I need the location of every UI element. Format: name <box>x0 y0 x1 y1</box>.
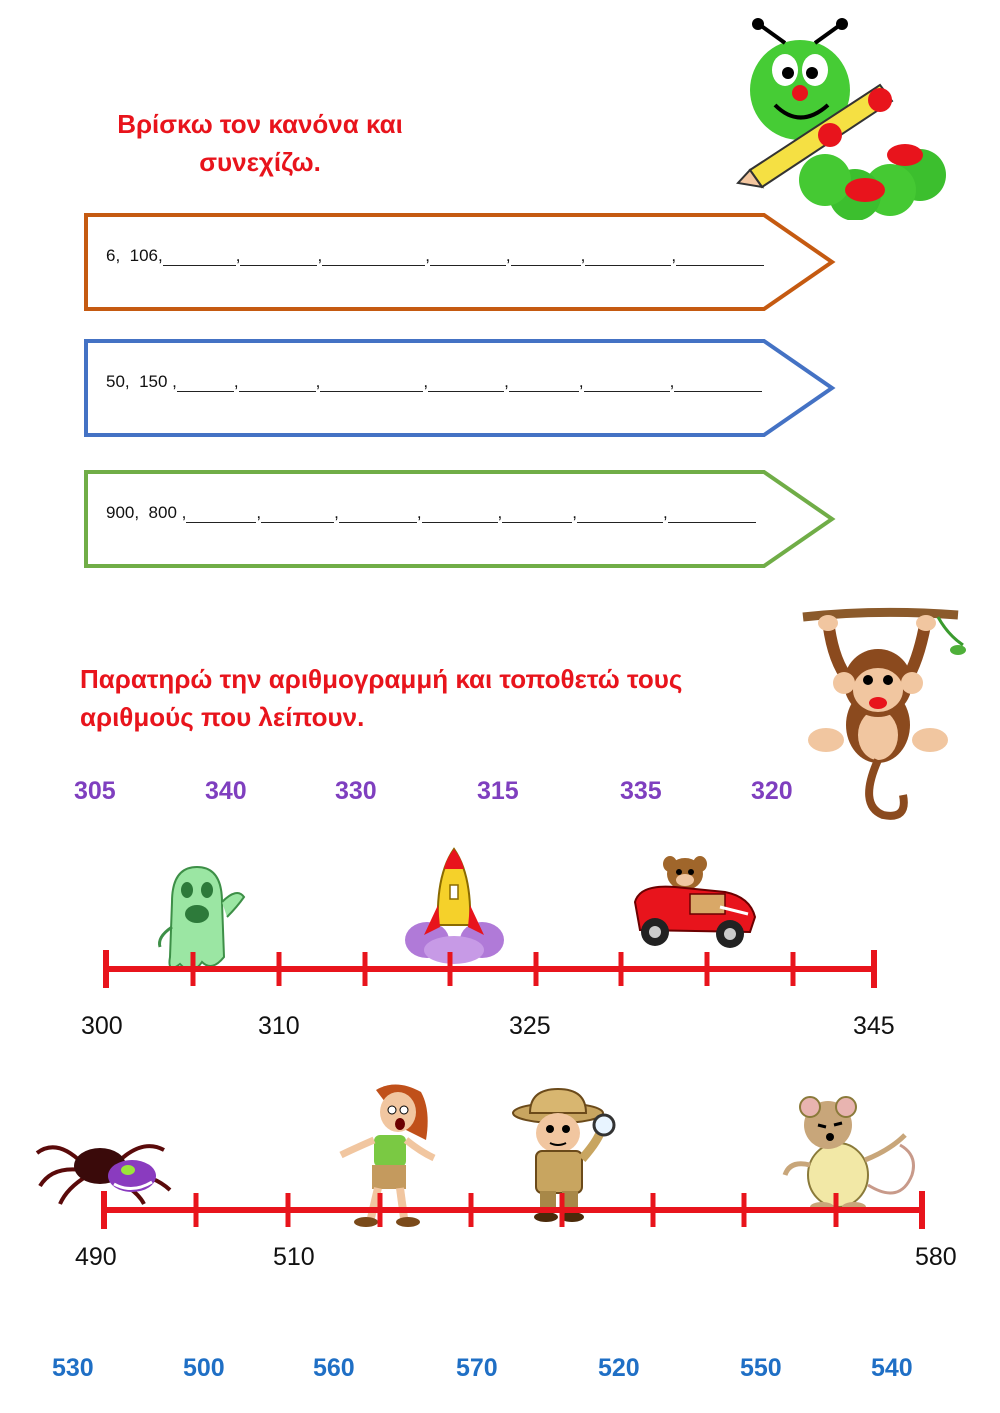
answer-blank[interactable] <box>676 247 764 266</box>
option-number[interactable]: 520 <box>598 1354 640 1382</box>
section1-heading <box>60 105 460 181</box>
answer-blank[interactable] <box>261 504 334 523</box>
answer-blank[interactable] <box>240 247 317 266</box>
option-number[interactable]: 560 <box>313 1354 355 1382</box>
sequence-start: 900, 800 , <box>106 503 187 522</box>
answer-blank[interactable] <box>509 373 579 392</box>
sequence-row: 6, 106, , , , , , , <box>106 242 771 266</box>
section1-heading-line2: συνεχίζω. <box>199 147 321 177</box>
sequence-row: 900, 800 , , , , , , , <box>106 499 771 523</box>
answer-blank[interactable] <box>339 504 417 523</box>
number-line-label: 490 <box>75 1243 117 1271</box>
sequence-arrow-3 <box>84 469 840 569</box>
answer-blank[interactable] <box>668 504 756 523</box>
number-line-label: 300 <box>81 1012 123 1040</box>
answer-blank[interactable] <box>322 247 425 266</box>
section2-heading-line1: Παρατηρώ την αριθμογραμμή και τοποθετώ τους <box>80 664 683 694</box>
option-number[interactable]: 340 <box>205 777 247 805</box>
option-number[interactable]: 330 <box>335 777 377 805</box>
sequence-start: 50, 150 , <box>106 372 177 391</box>
sequence-row: 50, 150 , , , , , , , <box>106 368 771 392</box>
answer-blank[interactable] <box>577 504 663 523</box>
section2-heading <box>80 660 780 736</box>
section1-heading-line1: Βρίσκω τον κανόνα και <box>117 109 403 139</box>
number-line-label: 580 <box>915 1243 957 1271</box>
number-line-label: 345 <box>853 1012 895 1040</box>
answer-blank[interactable] <box>186 504 256 523</box>
number-line-label: 310 <box>258 1012 300 1040</box>
answer-blank[interactable] <box>320 373 423 392</box>
option-number[interactable]: 550 <box>740 1354 782 1382</box>
sequence-arrow-2 <box>84 338 840 438</box>
option-number[interactable]: 570 <box>456 1354 498 1382</box>
option-number[interactable]: 335 <box>620 777 662 805</box>
answer-blank[interactable] <box>422 504 498 523</box>
number-line-label: 325 <box>509 1012 551 1040</box>
answer-blank[interactable] <box>177 373 234 392</box>
answer-blank[interactable] <box>428 373 504 392</box>
caterpillar-pencil-icon <box>730 15 955 220</box>
option-number[interactable]: 500 <box>183 1354 225 1382</box>
answer-blank[interactable] <box>239 373 316 392</box>
section2-heading-line2: αριθμούς που λείπουν. <box>80 702 365 732</box>
number-line-1 <box>96 944 886 994</box>
monkey-hanging-icon <box>798 605 968 830</box>
answer-blank[interactable] <box>584 373 670 392</box>
answer-blank[interactable] <box>163 247 236 266</box>
option-number[interactable]: 540 <box>871 1354 913 1382</box>
option-number[interactable]: 315 <box>477 777 519 805</box>
sequence-arrow-1 <box>84 212 840 312</box>
answer-blank[interactable] <box>511 247 581 266</box>
option-number[interactable]: 530 <box>52 1354 94 1382</box>
sequence-start: 6, 106, <box>106 246 163 265</box>
number-line-label: 510 <box>273 1243 315 1271</box>
number-line-2 <box>96 1185 932 1235</box>
option-number[interactable]: 320 <box>751 777 793 805</box>
answer-blank[interactable] <box>430 247 506 266</box>
option-number[interactable]: 305 <box>74 777 116 805</box>
answer-blank[interactable] <box>585 247 671 266</box>
answer-blank[interactable] <box>674 373 762 392</box>
answer-blank[interactable] <box>502 504 572 523</box>
